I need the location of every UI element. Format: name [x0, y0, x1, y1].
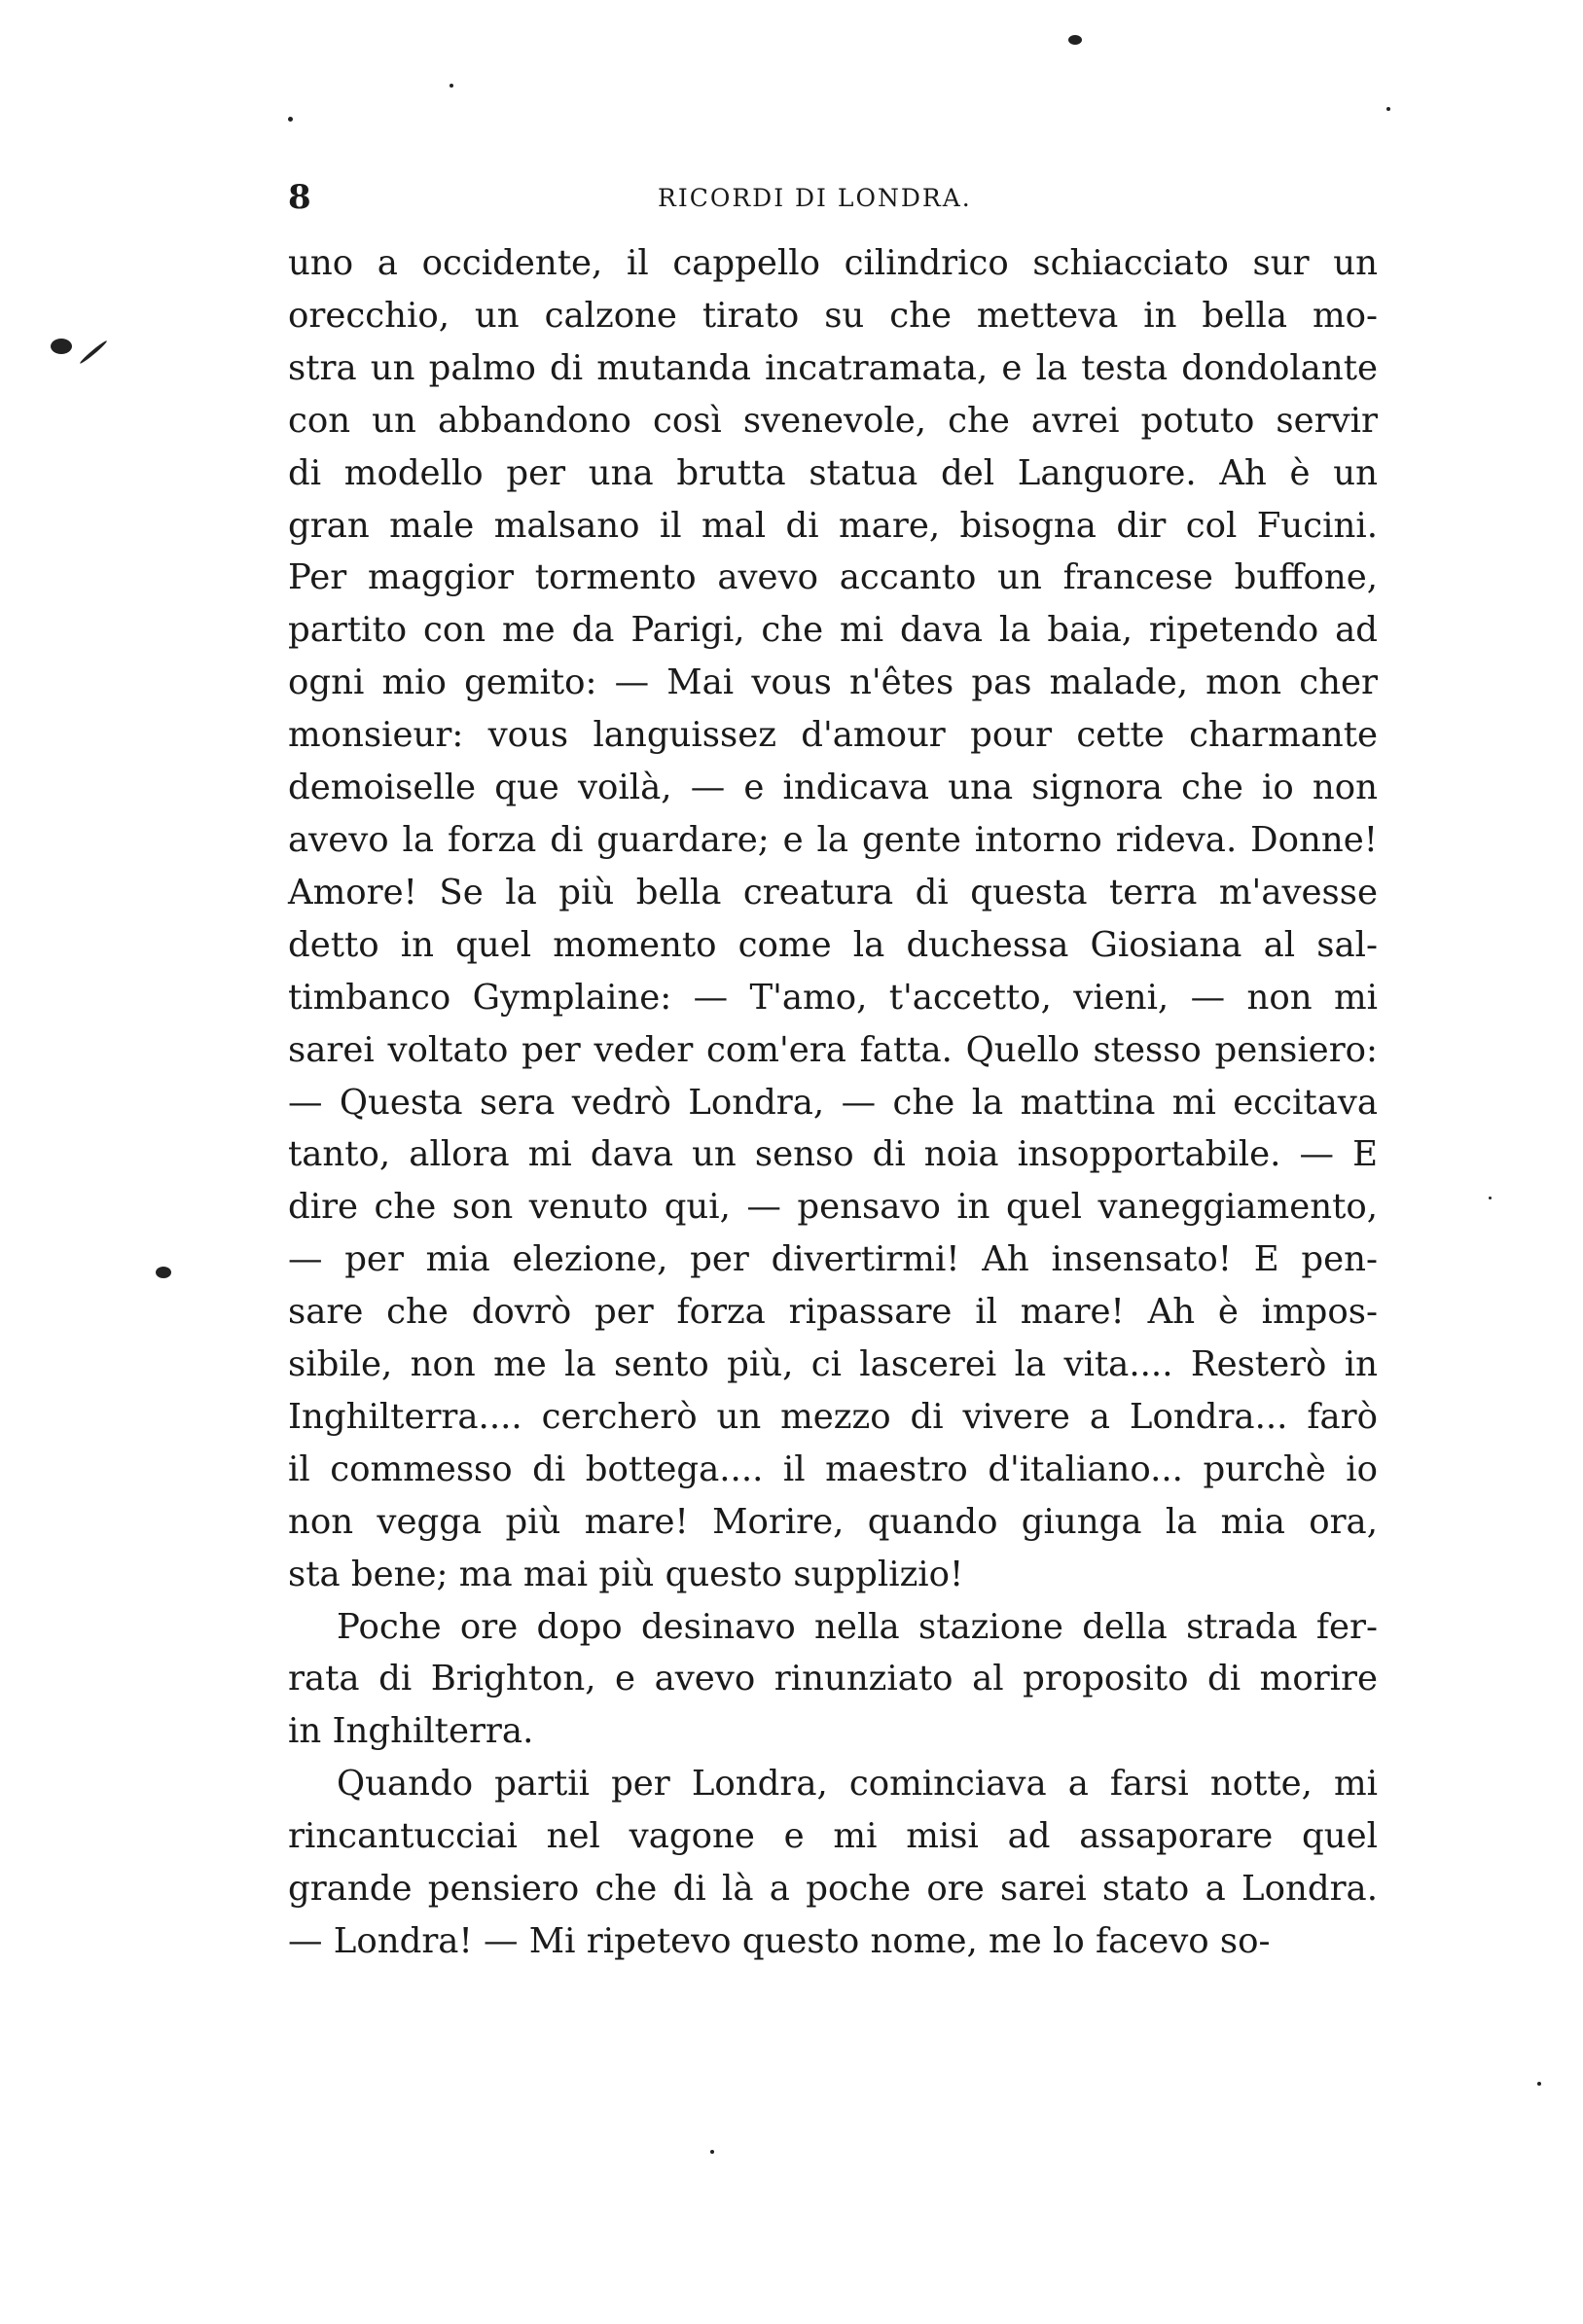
body-text — [288, 237, 1378, 1968]
text-line: timbanco Gymplaine: — T'amo, t'accetto, vieni, — non mi — [288, 977, 1378, 1018]
text-line: rincantucciai nel vagone e mi misi ad assaporare quel — [288, 1816, 1378, 1857]
ink-speck — [79, 340, 108, 365]
text-line: il commesso di bottega.... il maestro d'italiano... purchè io — [288, 1448, 1378, 1489]
text-line: avevo la forza di guardare; e la gente intorno rideva. Donne! — [288, 819, 1378, 860]
ink-speck — [1386, 107, 1390, 111]
text-line: di modello per una brutta statua del Languore. Ah è un — [288, 452, 1378, 493]
text-line: detto in quel momento come la duchessa Giosiana al sal- — [288, 924, 1378, 965]
text-line: dire che son venuto qui, — pensavo in quel vaneggiamento, — [288, 1187, 1378, 1228]
running-head: RICORDI DI LONDRA. — [658, 184, 972, 212]
text-line: Poche ore dopo desinavo nella stazione della strada fer- — [337, 1606, 1378, 1647]
ink-speck — [288, 117, 293, 122]
text-line: — Londra! — Mi ripetevo questo nome, me lo facevo so- — [288, 1921, 1271, 1961]
text-line: sarei voltato per veder com'era fatta. Quello stesso pensiero: — [288, 1029, 1378, 1070]
ink-speck — [156, 1267, 171, 1278]
text-line: partito con me da Parigi, che mi dava la baia, ripetendo ad — [288, 610, 1378, 651]
ink-speck — [450, 84, 453, 88]
text-line: demoiselle que voilà, — e indicava una signora che io non — [288, 768, 1378, 808]
paragraph — [288, 1758, 1378, 1968]
text-line: sta bene; ma mai più questo supplizio! — [288, 1554, 964, 1594]
text-line: non vegga più mare! Morire, quando giunga la mia ora, — [288, 1501, 1378, 1542]
text-line: Amore! Se la più bella creatura di questa terra m'avesse — [288, 872, 1378, 912]
page-number: 8 — [288, 178, 311, 217]
text-line: rata di Brighton, e avevo rinunziato al proposito di morire — [288, 1659, 1378, 1699]
ink-speck — [1537, 2082, 1541, 2086]
text-line: grande pensiero che di là a poche ore sarei stato a Londra. — [288, 1869, 1378, 1910]
text-line: orecchio, un calzone tirato su che metteva in bella mo- — [288, 295, 1378, 336]
text-line: — Questa sera vedrò Londra, — che la mattina mi eccitava — [288, 1082, 1378, 1123]
paragraph — [288, 1601, 1378, 1759]
text-line: stra un palmo di mutanda incatramata, e la testa dondolante — [288, 347, 1378, 388]
text-line: ogni mio gemito: — Mai vous n'êtes pas malade, mon cher — [288, 662, 1378, 703]
page-header — [288, 178, 1378, 227]
ink-speck — [1068, 35, 1082, 45]
text-line: Quando partii per Londra, cominciava a farsi notte, mi — [337, 1764, 1378, 1805]
text-line: Per maggior tormento avevo accanto un francese buffone, — [288, 557, 1378, 598]
ink-speck — [51, 339, 72, 354]
text-line: con un abbandono così svenevole, che avrei potuto servir — [288, 400, 1378, 441]
text-line: sare che dovrò per forza ripassare il mare! Ah è impos- — [288, 1292, 1378, 1333]
paragraph — [288, 237, 1378, 1601]
text-line: tanto, allora mi dava un senso di noia insopportabile. — E — [288, 1134, 1378, 1175]
text-line: uno a occidente, il cappello cilindrico schiacciato sur un — [288, 243, 1378, 283]
text-line: sibile, non me la sento più, ci lascerei la vita.... Resterò in — [288, 1344, 1378, 1385]
ink-speck — [710, 2150, 714, 2154]
text-line: Inghilterra.... cercherò un mezzo di vivere a Londra... farò — [288, 1396, 1378, 1437]
text-line: gran male malsano il mal di mare, bisogna dir col Fucini. — [288, 505, 1378, 546]
text-line: monsieur: vous languissez d'amour pour cette charmante — [288, 715, 1378, 756]
text-line: in Inghilterra. — [288, 1711, 534, 1752]
ink-speck — [1489, 1197, 1492, 1199]
text-line: — per mia elezione, per divertirmi! Ah insensato! E pen- — [288, 1239, 1378, 1280]
